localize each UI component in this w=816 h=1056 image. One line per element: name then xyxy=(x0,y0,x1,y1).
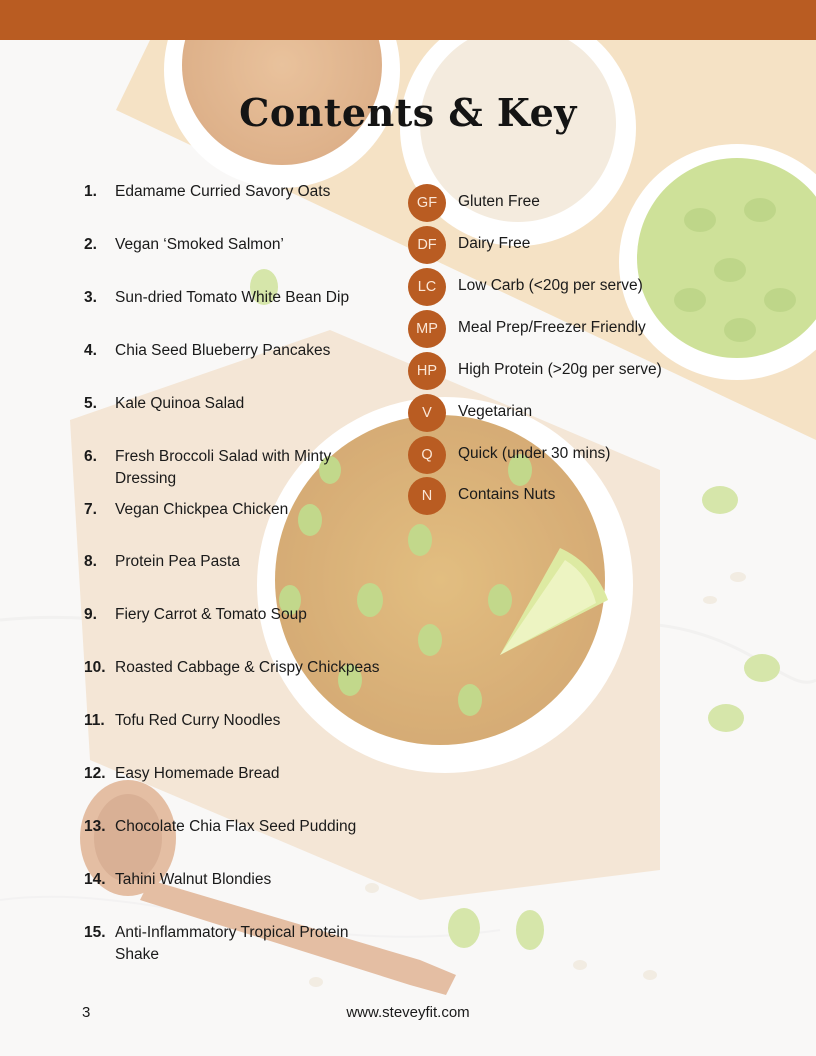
key-row-low-carb xyxy=(408,268,708,306)
item-number: 4. xyxy=(84,342,97,359)
recipe-title: Sun-dried Tomato White Bean Dip xyxy=(115,289,350,306)
key-badge: GF xyxy=(408,184,446,222)
key-row-high-protein xyxy=(408,352,708,390)
item-number: 6. xyxy=(84,448,97,465)
item-number: 7. xyxy=(84,501,97,518)
item-number: 5. xyxy=(84,395,97,412)
key-label: Dairy Free xyxy=(458,235,531,252)
key-label: Vegetarian xyxy=(458,403,533,420)
key-row-gluten-free xyxy=(408,184,708,222)
key-label: Quick (under 30 mins) xyxy=(458,445,611,462)
item-number: 11. xyxy=(84,712,105,729)
key-label: Contains Nuts xyxy=(458,486,556,503)
recipe-title: Protein Pea Pasta xyxy=(115,553,240,570)
key-badge: LC xyxy=(408,268,446,306)
key-label: Meal Prep/Freezer Friendly xyxy=(458,319,646,336)
item-number: 1. xyxy=(84,183,97,200)
page-title: Contents & Key xyxy=(239,90,577,135)
key-badge: V xyxy=(408,394,446,432)
recipe-title: Chocolate Chia Flax Seed Pudding xyxy=(115,818,357,835)
key-label: Low Carb (<20g per serve) xyxy=(458,277,643,294)
item-number: 14. xyxy=(84,871,106,888)
recipe-title: Easy Homemade Bread xyxy=(115,765,280,782)
key-row-quick xyxy=(408,436,708,474)
recipe-title: Tahini Walnut Blondies xyxy=(115,871,272,888)
key-row-contains-nuts xyxy=(408,477,708,515)
key-badge: Q xyxy=(408,436,446,474)
key-badge: N xyxy=(408,477,446,515)
item-number: 2. xyxy=(84,236,97,253)
item-number: 13. xyxy=(84,818,106,835)
key-row-dairy-free xyxy=(408,226,708,264)
website-link[interactable]: www.steveyfit.com xyxy=(346,1004,470,1021)
item-number: 12. xyxy=(84,765,106,782)
key-label: Gluten Free xyxy=(458,193,540,210)
item-number: 3. xyxy=(84,289,97,306)
recipe-title: Tofu Red Curry Noodles xyxy=(115,712,281,729)
recipe-title: Chia Seed Blueberry Pancakes xyxy=(115,342,331,359)
recipe-title: Kale Quinoa Salad xyxy=(115,395,245,412)
recipe-title: Edamame Curried Savory Oats xyxy=(115,183,331,200)
recipe-title: Roasted Cabbage & Crispy Chickpeas xyxy=(115,659,380,676)
recipe-title: Vegan ‘Smoked Salmon’ xyxy=(115,236,284,253)
key-badge: MP xyxy=(408,310,446,348)
item-number: 10. xyxy=(84,659,106,676)
key-badge: HP xyxy=(408,352,446,390)
recipe-title: Anti-Inflammatory Tropical Protein Shake xyxy=(115,924,349,963)
recipe-title: Fiery Carrot & Tomato Soup xyxy=(115,606,307,623)
key-row-vegetarian xyxy=(408,394,708,432)
item-number: 15. xyxy=(84,924,106,941)
recipe-title: Fresh Broccoli Salad with Minty Dressing xyxy=(115,448,332,487)
item-number: 8. xyxy=(84,553,97,570)
key-label: High Protein (>20g per serve) xyxy=(458,361,662,378)
key-badge: DF xyxy=(408,226,446,264)
key-row-meal-prep xyxy=(408,310,708,348)
header-accent-bar xyxy=(0,0,816,40)
page-number: 3 xyxy=(82,1004,91,1021)
item-number: 9. xyxy=(84,606,97,623)
recipe-title: Vegan Chickpea Chicken xyxy=(115,501,289,518)
